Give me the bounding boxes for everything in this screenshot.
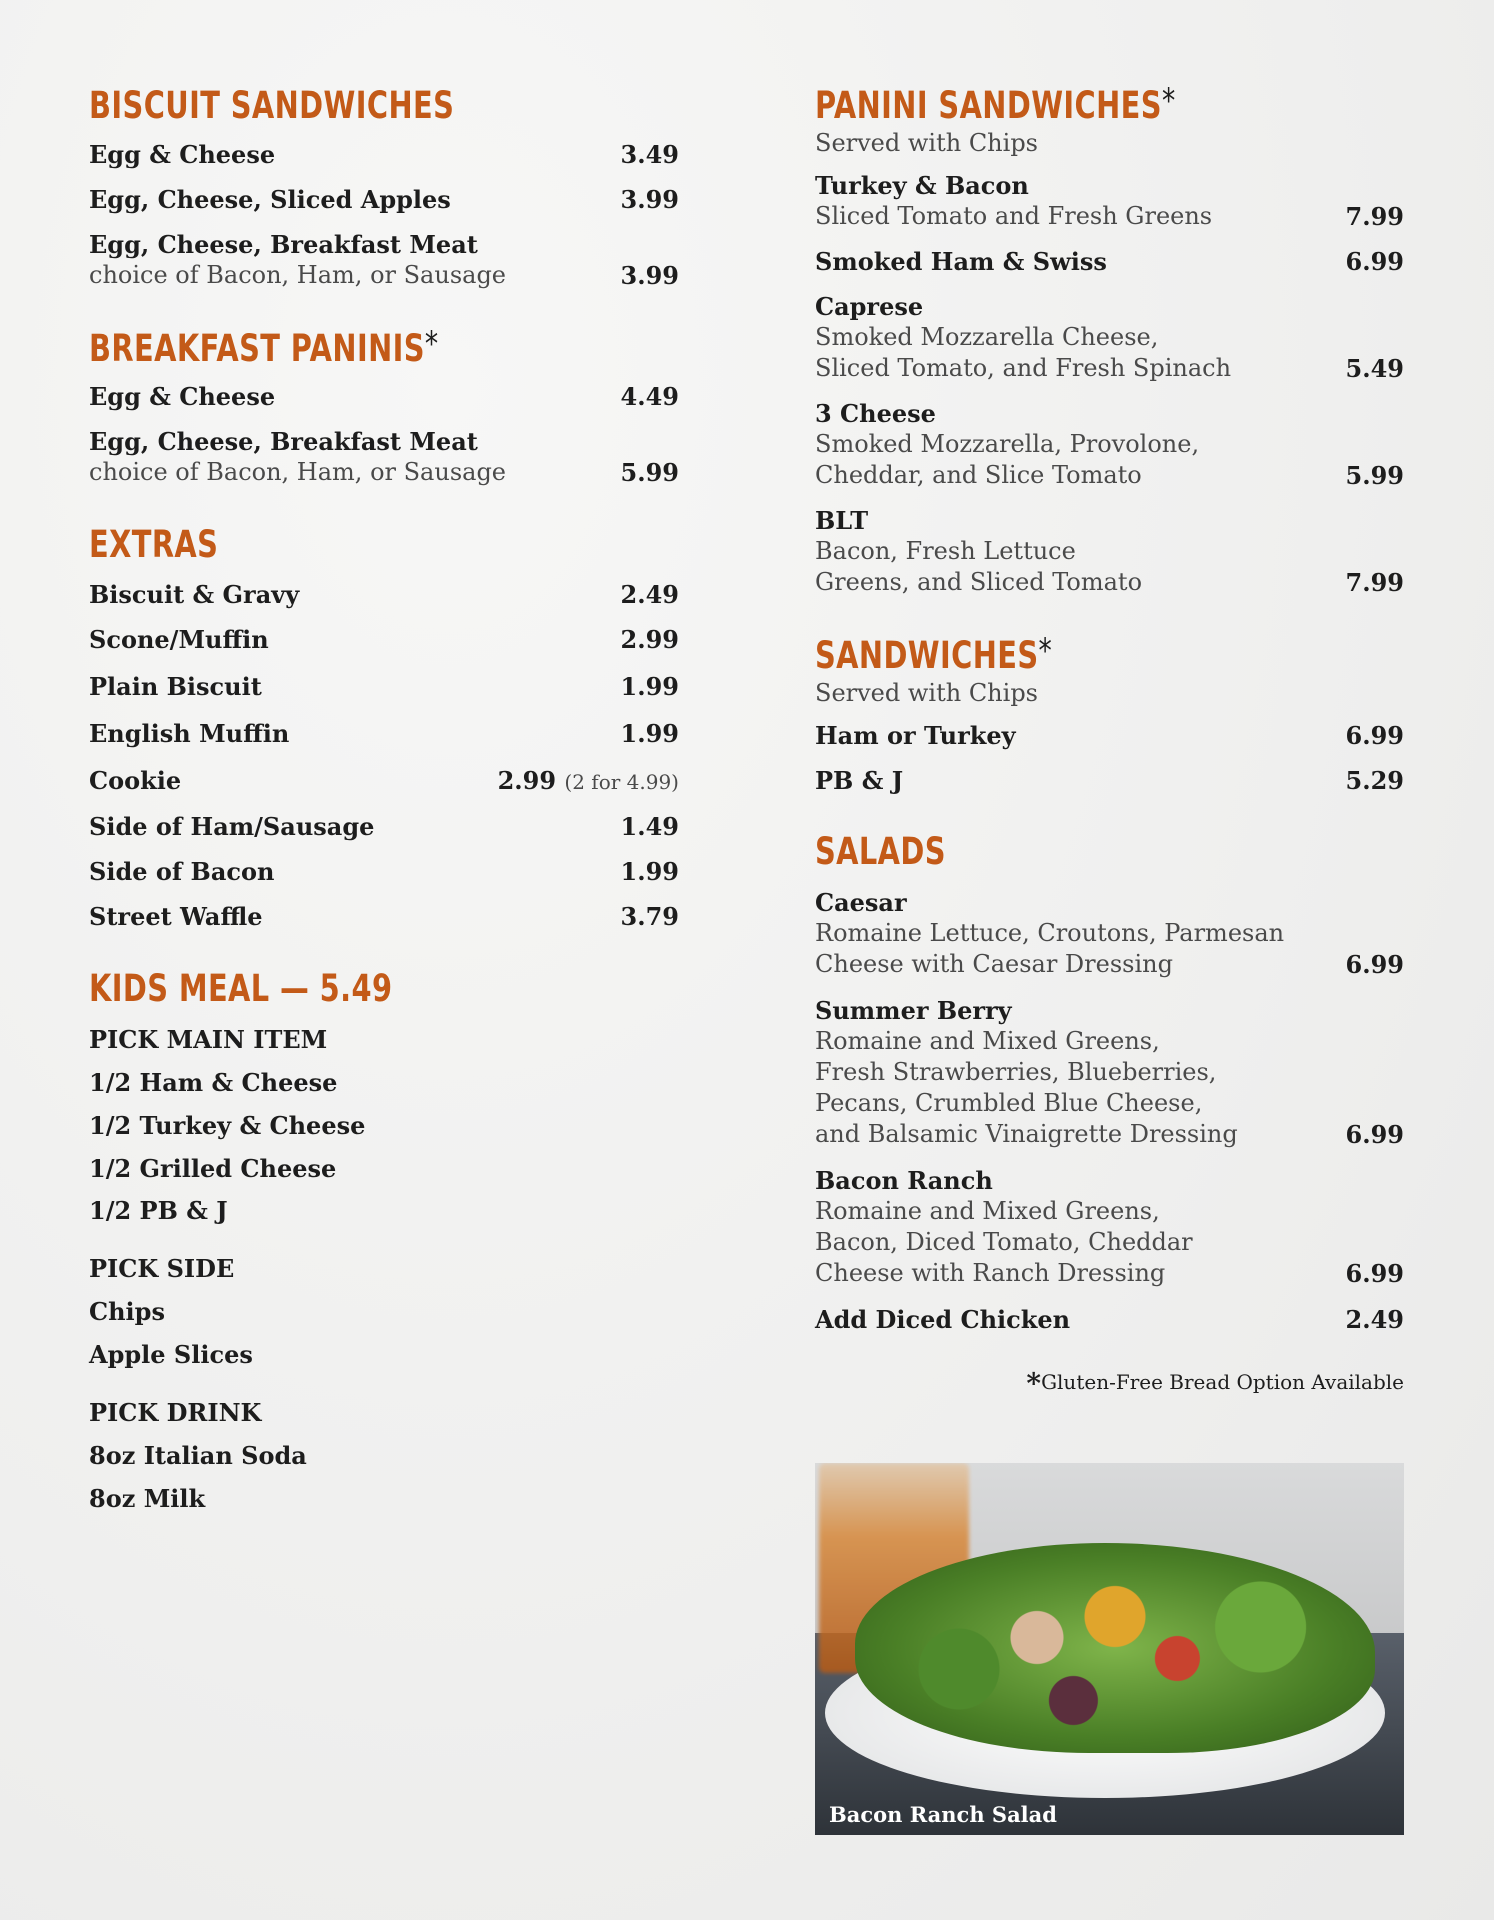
menu-item-description: choice of Bacon, Ham, or Sausage — [89, 261, 507, 289]
kids-meal-line: 1/2 Ham & Cheese — [89, 1068, 338, 1097]
gluten-free-star: * — [1038, 631, 1053, 671]
menu-item-price: 5.99 — [620, 458, 679, 487]
kids-meal-line: 8oz Milk — [89, 1484, 206, 1513]
menu-item-name: Street Waffle — [89, 902, 263, 931]
menu-item-description: choice of Bacon, Ham, or Sausage — [89, 458, 507, 486]
menu-item-price: 5.49 — [1345, 354, 1404, 383]
menu-item-description: Fresh Strawberries, Blueberries, — [815, 1058, 1217, 1086]
menu-item-name: PB & J — [815, 766, 904, 795]
extras-heading: EXTRAS — [89, 523, 219, 566]
menu-item-price: 1.99 — [620, 857, 679, 886]
menu-item-name: Summer Berry — [815, 996, 1012, 1025]
menu-item-price: 3.79 — [620, 902, 679, 931]
menu-item-price: 2.49 — [620, 580, 679, 609]
menu-item-name: Biscuit & Gravy — [89, 580, 300, 609]
gluten-free-star: * — [424, 324, 439, 364]
section-subtitle: Served with Chips — [815, 679, 1038, 707]
menu-item-price: 7.99 — [1345, 202, 1404, 231]
menu-item-description: Cheese with Caesar Dressing — [815, 950, 1173, 978]
menu-item-price: 1.99 — [620, 672, 679, 701]
menu-item-name: Bacon Ranch — [815, 1166, 993, 1195]
sandwiches-heading: SANDWICHES* — [815, 631, 1053, 677]
menu-item-name: Turkey & Bacon — [815, 171, 1029, 200]
menu-item-description: and Balsamic Vinaigrette Dressing — [815, 1120, 1238, 1148]
menu-item-price: 2.99 — [620, 625, 679, 654]
menu-item-name: 3 Cheese — [815, 399, 936, 428]
menu-item-name: Caesar — [815, 888, 907, 917]
menu-item-description: Sliced Tomato and Fresh Greens — [815, 202, 1213, 230]
panini-sandwiches-heading: PANINI SANDWICHES* — [815, 81, 1176, 127]
menu-item-price: 6.99 — [1345, 721, 1404, 750]
kids-meal-line: PICK MAIN ITEM — [89, 1025, 328, 1054]
menu-item-name: English Muffin — [89, 719, 290, 748]
price-note: (2 for 4.99) — [564, 770, 679, 794]
gluten-free-footnote: *Gluten-Free Bread Option Available — [1026, 1367, 1404, 1400]
biscuit-sandwiches-heading: BISCUIT SANDWICHES — [89, 84, 455, 127]
kids-meal-line: Chips — [89, 1297, 165, 1326]
menu-item-price: 3.49 — [620, 140, 679, 169]
menu-item-description: Romaine and Mixed Greens, — [815, 1197, 1160, 1225]
menu-item-description: Romaine Lettuce, Croutons, Parmesan — [815, 919, 1285, 947]
menu-item-name: Add Diced Chicken — [815, 1305, 1071, 1334]
kids-meal-heading: KIDS MEAL — 5.49 — [89, 967, 393, 1010]
menu-item-name: Egg & Cheese — [89, 382, 276, 411]
menu-item-price: 5.29 — [1345, 766, 1404, 795]
kids-meal-line: 1/2 Turkey & Cheese — [89, 1111, 366, 1140]
gluten-free-star: * — [1161, 81, 1176, 121]
menu-item-description: Smoked Mozzarella, Provolone, — [815, 430, 1200, 458]
menu-item-price: 6.99 — [1345, 1120, 1404, 1149]
breakfast-paninis-heading: BREAKFAST PANINIS* — [89, 324, 439, 370]
menu-item-price: 2.49 — [1345, 1305, 1404, 1334]
menu-item-name: Egg, Cheese, Sliced Apples — [89, 185, 451, 214]
menu-item-description: Bacon, Diced Tomato, Cheddar — [815, 1228, 1193, 1256]
menu-item-price: 1.99 — [620, 719, 679, 748]
menu-item-name: Scone/Muffin — [89, 625, 269, 654]
menu-item-name: Side of Ham/Sausage — [89, 812, 375, 841]
kids-meal-line: PICK SIDE — [89, 1254, 235, 1283]
menu-item-description: Pecans, Crumbled Blue Cheese, — [815, 1089, 1203, 1117]
menu-item-description: Smoked Mozzarella Cheese, — [815, 323, 1159, 351]
salad-bowl-image — [855, 1543, 1375, 1753]
menu-item-price: 6.99 — [1345, 247, 1404, 276]
menu-item-description: Cheese with Ranch Dressing — [815, 1259, 1166, 1287]
menu-item-name: Caprese — [815, 292, 924, 321]
menu-item-price: 5.99 — [1345, 461, 1404, 490]
menu-item-name: Egg, Cheese, Breakfast Meat — [89, 230, 478, 259]
menu-item-name: Egg, Cheese, Breakfast Meat — [89, 427, 478, 456]
menu-item-description: Bacon, Fresh Lettuce — [815, 537, 1076, 565]
menu-item-description: Romaine and Mixed Greens, — [815, 1027, 1160, 1055]
menu-item-description: Greens, and Sliced Tomato — [815, 568, 1143, 596]
salad-photo — [815, 1463, 1404, 1835]
photo-caption: Bacon Ranch Salad — [829, 1802, 1057, 1827]
kids-meal-line: PICK DRINK — [89, 1398, 262, 1427]
menu-item-price: 2.99 (2 for 4.99) — [497, 766, 679, 795]
menu-item-name: Egg & Cheese — [89, 140, 276, 169]
menu-item-price: 6.99 — [1345, 950, 1404, 979]
menu-item-description: Sliced Tomato, and Fresh Spinach — [815, 354, 1232, 382]
menu-item-name: BLT — [815, 506, 869, 535]
menu-item-price: 6.99 — [1345, 1259, 1404, 1288]
kids-meal-line: 1/2 PB & J — [89, 1196, 228, 1225]
menu-item-name: Plain Biscuit — [89, 672, 262, 701]
salads-heading: SALADS — [815, 830, 946, 873]
menu-item-name: Ham or Turkey — [815, 721, 1016, 750]
menu-item-description: Cheddar, and Slice Tomato — [815, 461, 1142, 489]
menu-item-price: 4.49 — [620, 382, 679, 411]
menu-item-name: Side of Bacon — [89, 857, 275, 886]
kids-meal-line: 1/2 Grilled Cheese — [89, 1154, 337, 1183]
menu-item-name: Cookie — [89, 766, 182, 795]
menu-item-price: 3.99 — [620, 185, 679, 214]
kids-meal-line: Apple Slices — [89, 1340, 253, 1369]
section-subtitle: Served with Chips — [815, 129, 1038, 157]
kids-meal-line: 8oz Italian Soda — [89, 1441, 307, 1470]
menu-item-price: 7.99 — [1345, 568, 1404, 597]
menu-item-price: 1.49 — [620, 812, 679, 841]
menu-item-name: Smoked Ham & Swiss — [815, 247, 1107, 276]
menu-item-price: 3.99 — [620, 261, 679, 290]
